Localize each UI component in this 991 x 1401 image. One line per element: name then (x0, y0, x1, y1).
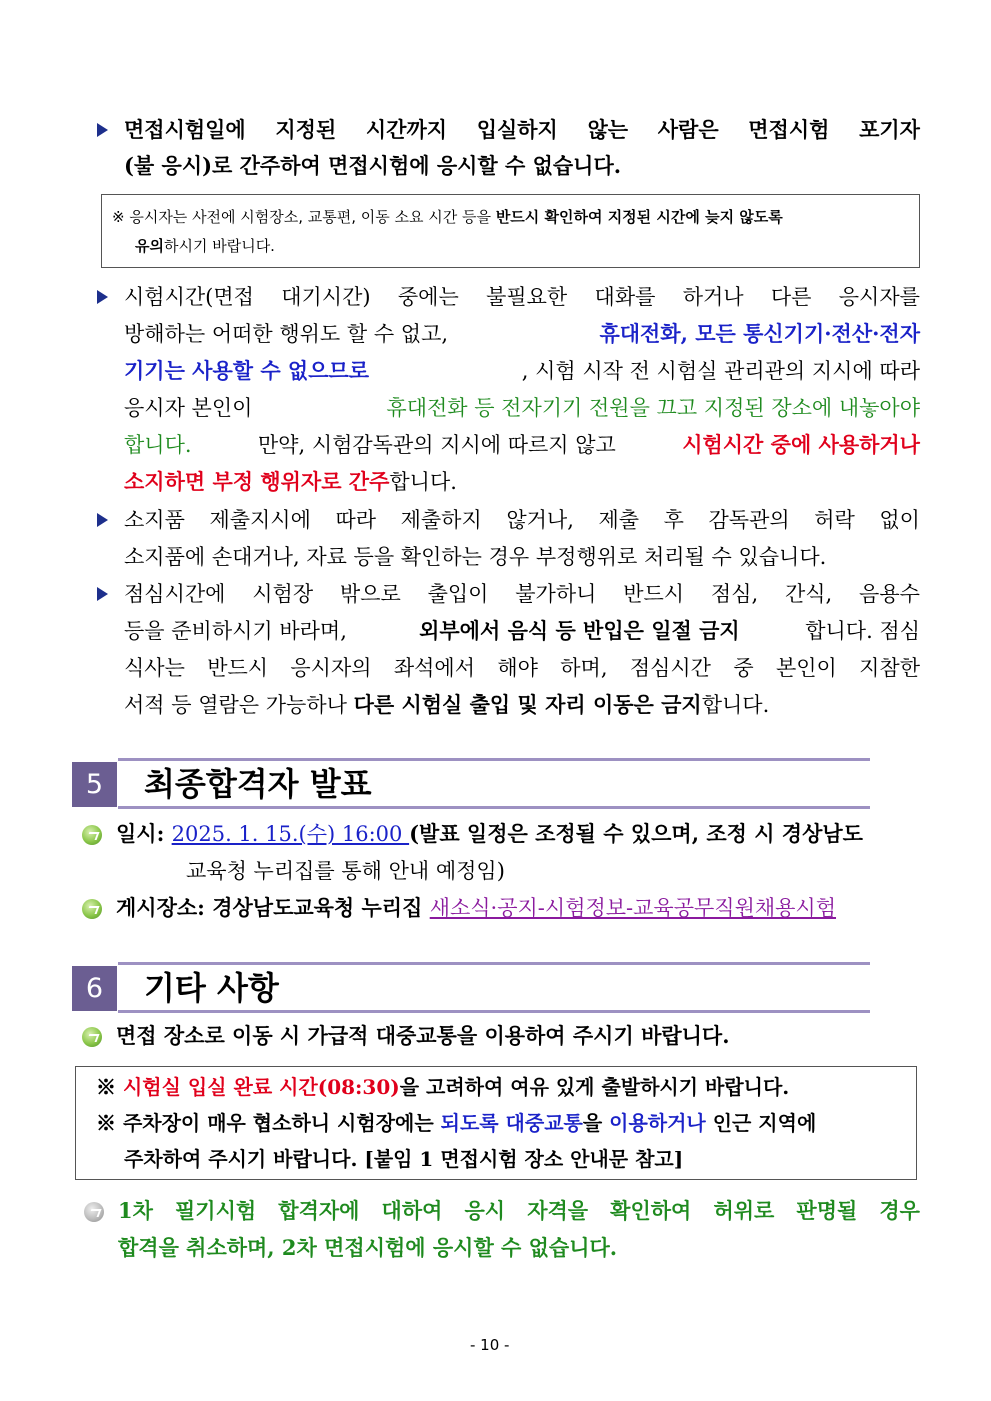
note2-line1 (96, 1072, 789, 1102)
bullet2-line6 (124, 467, 457, 497)
triangle-bullet-icon (97, 587, 108, 601)
note1-text-a: ※ 응시자는 사전에 시험장소, 교통편, 이동 소요 시간 등을 (112, 208, 496, 226)
word: 점심시간 (629, 656, 711, 680)
word: 시간까지 (365, 117, 448, 142)
bullet4-text4b: 다른 시험실 출입 및 자리 이동은 금지 (353, 692, 702, 717)
section5-place-line (116, 893, 836, 923)
green-circle-arrow-icon (82, 1027, 102, 1047)
section5-title: 최종합격자 발표 (144, 765, 372, 803)
bullet2-text3b: , 시험 시작 전 시험실 관리관의 지시에 따라 (521, 359, 920, 383)
triangle-bullet-icon (97, 123, 108, 137)
note2-line3: 주차하여 주시기 바랍니다. [붙임 1 면접시험 장소 안내문 참고] (124, 1147, 684, 1171)
word: 간식, (784, 582, 833, 606)
note2-line2 (96, 1108, 816, 1138)
word: 음용수 (859, 582, 920, 606)
bullet4-text4c: 합니다. (701, 693, 770, 717)
section5-date-line (116, 819, 863, 849)
word: 지참한 (859, 656, 920, 680)
word: 합격자에 (278, 1198, 360, 1223)
word: 반드시 (207, 656, 269, 680)
bullet4-line1 (124, 579, 920, 609)
bullet2-line2 (124, 319, 920, 349)
word: 본인이 (775, 656, 837, 680)
word: 허락 (814, 508, 855, 532)
word: 제출하지 (400, 508, 482, 532)
bullet4-line2 (124, 616, 920, 646)
bullet4-line3 (124, 653, 920, 683)
section6-item2-line1 (118, 1196, 920, 1226)
word: 반드시 (623, 582, 685, 606)
word: 점심, (710, 582, 759, 606)
note2-text2d: 이용하거나 (609, 1111, 706, 1135)
notice-board-link[interactable]: 새소식·공지-시험정보-교육공무직원채용시험 (429, 896, 837, 920)
bullet2-text3a: 기기는 사용할 수 없으므로 (124, 358, 370, 383)
word: 허위로 (713, 1198, 775, 1223)
section5-rule-bottom (118, 806, 870, 809)
word: 출입이 (427, 582, 489, 606)
note2-text2b: 되도록 대중교통 (440, 1111, 583, 1135)
bullet2-text6b: 합니다. (389, 470, 457, 494)
bullet2-text5b: 만약, 시험감독관의 지시에 따르지 않고 (251, 433, 623, 457)
gray-circle-arrow-icon (84, 1202, 104, 1222)
date-value: 2025. 1. 15.(수) 16:00 (171, 822, 410, 846)
word: 좌석에서 (393, 656, 476, 680)
word: 소지품 (124, 508, 185, 532)
page-number: - 10 - (470, 1336, 510, 1354)
section6-number: 6 (72, 966, 117, 1011)
word: 자격을 (527, 1198, 589, 1223)
word: 감독관의 (708, 508, 790, 532)
word: 제출 (598, 508, 640, 532)
bullet3-line2: 소지품에 손대거나, 자료 등을 확인하는 경우 부정행위로 처리될 수 있습니다. (124, 545, 827, 569)
word: 다른 (770, 285, 812, 309)
word: 확인하여 (610, 1198, 692, 1223)
bullet2-line1 (124, 282, 920, 312)
bullet4-text2b: 외부에서 음식 등 반입은 일절 금지 (419, 618, 740, 643)
bullet2-text5c: 시험시간 중에 사용하거나 (682, 432, 920, 457)
section5-rule-top (118, 758, 870, 761)
bullet2-line4 (124, 393, 920, 423)
bullet2-text4b: 휴대전화 등 전자기기 전원을 끄고 지정된 장소에 내놓아야 (386, 396, 920, 420)
word: 시험장 (252, 582, 314, 606)
word: 사람은 (657, 117, 719, 142)
note2-text1b: 시험실 입실 완료 시간(08:30) (122, 1075, 400, 1099)
section6-rule-top (118, 962, 870, 965)
note2-text2e: 인근 지역에 (705, 1111, 817, 1135)
word: 따라 (335, 508, 377, 532)
bullet4-line4 (124, 690, 769, 720)
place-label: 게시장소: 경상남도교육청 누리집 (116, 895, 430, 920)
date-label: 일시: (116, 821, 172, 846)
word: 응시자를 (838, 285, 920, 309)
note2-text2c: 을 (582, 1111, 610, 1135)
date-note: (발표 일정은 조정될 수 있으며, 조정 시 경상남도 (409, 821, 863, 846)
triangle-bullet-icon (97, 513, 108, 527)
note1-line2 (135, 235, 275, 256)
note1-text-d: 하시기 바랍니다. (163, 237, 275, 255)
word: 지정된 (275, 117, 337, 142)
bullet2-text4a: 응시자 본인이 (124, 396, 260, 420)
bullet4-text4a: 서적 등 열람은 가능하나 (124, 693, 354, 717)
word: 해야 (497, 656, 538, 680)
word: 불필요한 (486, 285, 568, 309)
note2-text2a: ※ 주차장이 매우 협소하니 시험장에는 (96, 1111, 441, 1135)
word: 하며, (560, 656, 608, 680)
bullet4-text2a: 등을 준비하시기 바라며, (124, 619, 354, 643)
word: 응시 (464, 1198, 506, 1223)
word: 대기시간) (281, 285, 371, 309)
word: 않거나, (506, 508, 574, 532)
word: 면접시험일에 (124, 117, 246, 142)
section5-date-line2: 교육청 누리집를 통해 안내 예정임) (186, 859, 505, 883)
note1-text-b: 반드시 확인하여 지정된 시간에 늦지 않도록 (495, 208, 783, 226)
note1-text-c: 유의 (135, 237, 164, 255)
word: 대하여 (381, 1198, 443, 1223)
bullet1-line2: (불 응시)로 간주하여 면접시험에 응시할 수 없습니다. (124, 153, 622, 178)
bullet2-text5a: 합니다. (124, 433, 192, 457)
word: 필기시험 (175, 1198, 257, 1223)
word: 후 (663, 508, 684, 532)
section6-item1: 면접 장소로 이동 시 가급적 대중교통을 이용하여 주시기 바랍니다. (116, 1023, 730, 1048)
word: 응시자의 (290, 656, 372, 680)
word: 판명될 (796, 1198, 858, 1223)
word: 제출지시에 (209, 508, 311, 532)
word: 하거나 (682, 285, 744, 309)
bullet2-text2b: 휴대전화, 모든 통신기기·전산·전자 (599, 321, 920, 346)
note2-mark1: ※ (96, 1075, 123, 1099)
section6-item2-line2: 합격을 취소하며, 2차 면접시험에 응시할 수 없습니다. (118, 1235, 618, 1260)
section6-rule-bottom (118, 1010, 870, 1013)
bullet2-line5 (124, 430, 920, 460)
word: 중에는 (397, 285, 459, 309)
word: 않는 (587, 117, 629, 142)
word: 중 (733, 656, 754, 680)
section5-number: 5 (72, 762, 117, 807)
note1-line1 (112, 206, 783, 227)
bullet3-line1 (124, 505, 920, 535)
bullet2-text6a: 소지하면 부정 행위자로 간주 (124, 469, 390, 494)
bullet4-text2c: 합니다. 점심 (805, 619, 920, 643)
word: 불가하니 (515, 582, 597, 606)
bullet2-line3 (124, 356, 920, 386)
triangle-bullet-icon (97, 290, 108, 304)
word: 면접시험 (748, 117, 830, 142)
bullet2-text2a: 방해하는 어떠한 행위도 할 수 없고, (124, 322, 455, 346)
word: 시험시간(면접 (124, 285, 254, 309)
word: 대화를 (594, 285, 656, 309)
word: 밖으로 (339, 582, 401, 606)
word: 없이 (879, 508, 920, 532)
word: 입실하지 (476, 117, 558, 142)
bullet1-line1 (124, 115, 920, 145)
word: 경우 (879, 1198, 920, 1223)
word: 점심시간에 (124, 582, 226, 606)
word: 1차 (118, 1198, 153, 1223)
word: 포기자 (859, 117, 920, 142)
section6-title: 기타 사항 (144, 969, 279, 1007)
green-circle-arrow-icon (82, 899, 102, 919)
green-circle-arrow-icon (82, 825, 102, 845)
note2-text1c: 을 고려하여 여유 있게 출발하시기 바랍니다. (399, 1075, 790, 1099)
word: 식사는 (124, 656, 185, 680)
